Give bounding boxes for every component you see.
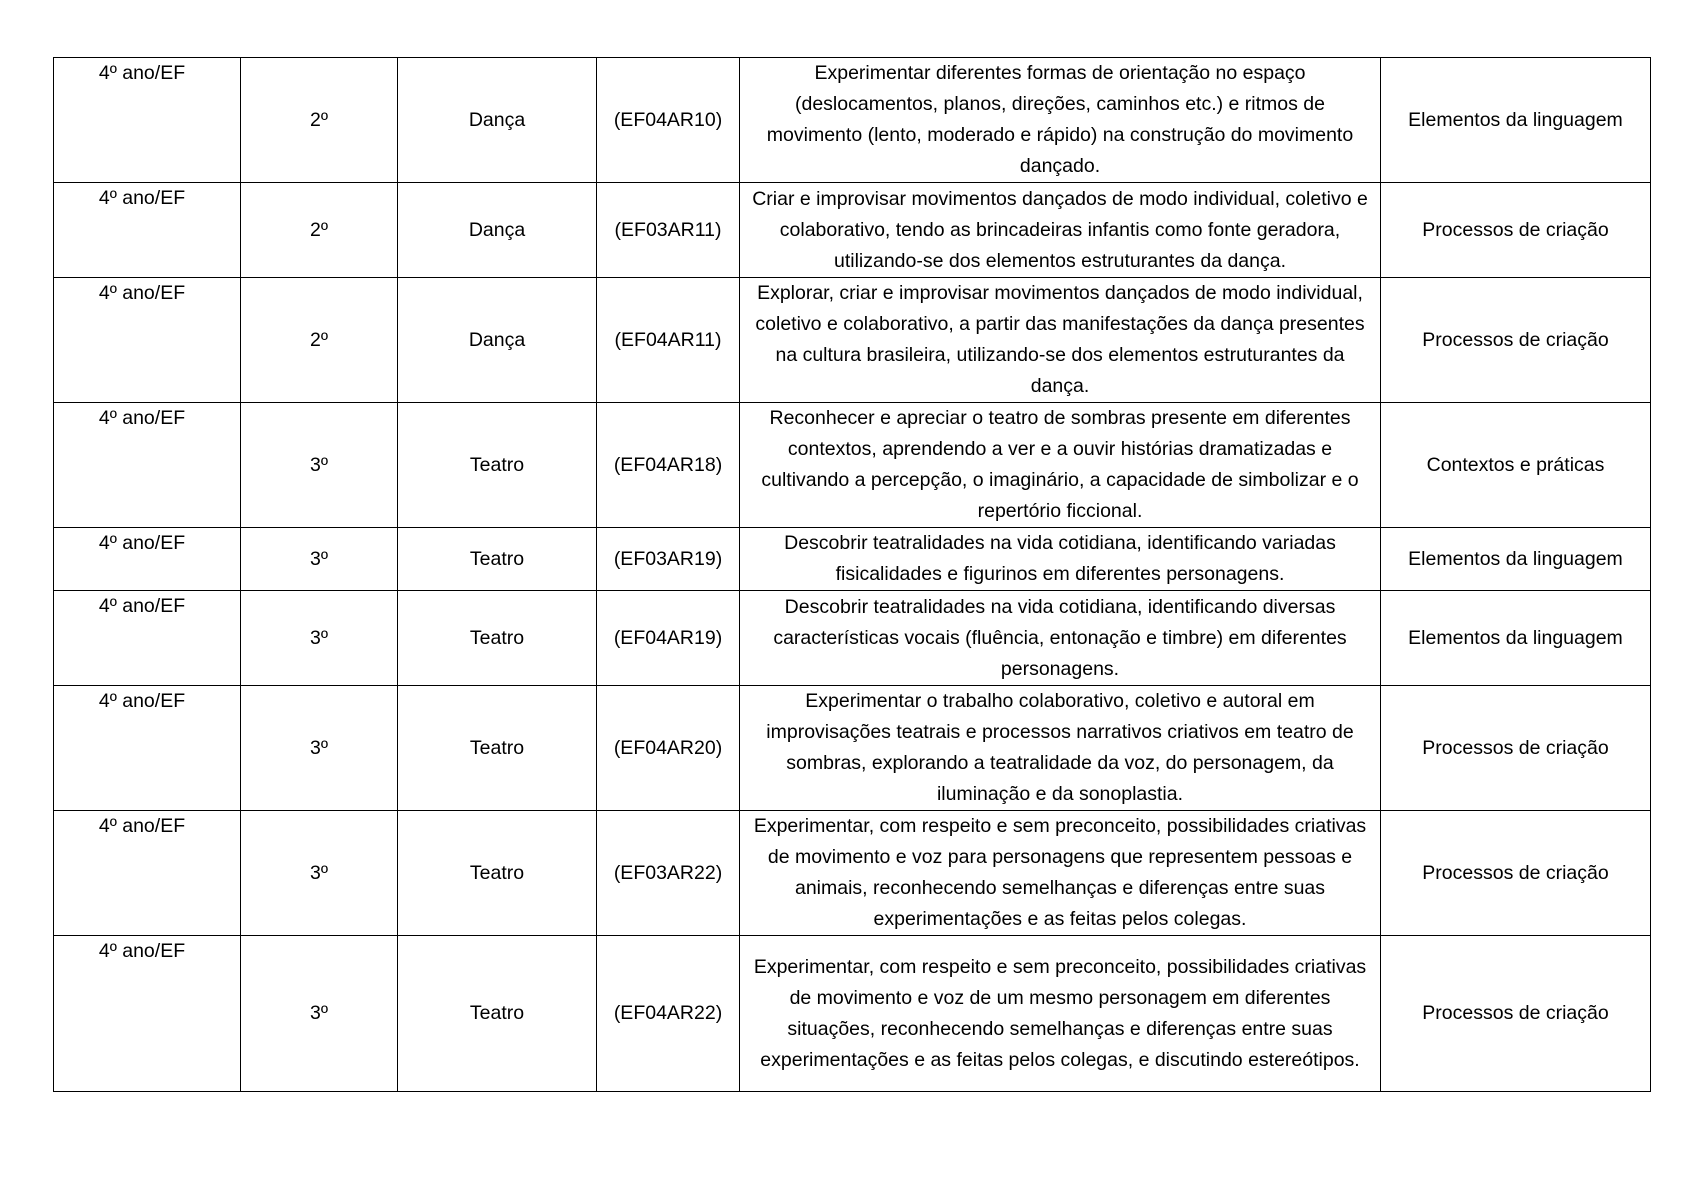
knowledge-cell: Processos de criação — [1381, 811, 1651, 936]
knowledge-cell: Elementos da linguagem — [1381, 528, 1651, 591]
grade-cell: 4º ano/EF — [54, 58, 241, 183]
table-row — [54, 686, 1651, 811]
knowledge-cell: Processos de criação — [1381, 686, 1651, 811]
table-row — [54, 528, 1651, 591]
description-cell: Experimentar, com respeito e sem preconceito, possibilidades criativas de movimento e voz de um mesmo personagem em diferentes situações, reconhecendo semelhanças e diferenças entre suas experimentações e as feitas pelos colegas, e discutindo estereótipos. — [740, 936, 1381, 1092]
code-cell: (EF03AR11) — [597, 183, 740, 278]
term-cell: 2º — [241, 58, 398, 183]
code-cell: (EF04AR10) — [597, 58, 740, 183]
grade-cell: 4º ano/EF — [54, 528, 241, 591]
subject-cell: Teatro — [398, 591, 597, 686]
code-cell: (EF04AR22) — [597, 936, 740, 1092]
subject-cell: Dança — [398, 58, 597, 183]
table-row — [54, 936, 1651, 1092]
code-cell: (EF04AR20) — [597, 686, 740, 811]
subject-cell: Teatro — [398, 811, 597, 936]
term-cell: 2º — [241, 183, 398, 278]
description-cell: Descobrir teatralidades na vida cotidiana, identificando variadas fisicalidades e figurinos em diferentes personagens. — [740, 528, 1381, 591]
subject-cell: Teatro — [398, 403, 597, 528]
term-cell: 3º — [241, 811, 398, 936]
knowledge-cell: Contextos e práticas — [1381, 403, 1651, 528]
description-cell: Experimentar diferentes formas de orientação no espaço (deslocamentos, planos, direções, caminhos etc.) e ritmos de movimento (lento, moderado e rápido) na construção do movimento dançado. — [740, 58, 1381, 183]
term-cell: 2º — [241, 278, 398, 403]
term-cell: 3º — [241, 403, 398, 528]
knowledge-cell: Processos de criação — [1381, 183, 1651, 278]
subject-cell: Teatro — [398, 528, 597, 591]
subject-cell: Dança — [398, 278, 597, 403]
code-cell: (EF03AR22) — [597, 811, 740, 936]
code-cell: (EF03AR19) — [597, 528, 740, 591]
knowledge-cell: Processos de criação — [1381, 936, 1651, 1092]
description-cell: Criar e improvisar movimentos dançados de modo individual, coletivo e colaborativo, tendo as brincadeiras infantis como fonte geradora, utilizando-se dos elementos estruturantes da dança. — [740, 183, 1381, 278]
subject-cell: Teatro — [398, 686, 597, 811]
grade-cell: 4º ano/EF — [54, 183, 241, 278]
knowledge-cell: Processos de criação — [1381, 278, 1651, 403]
grade-cell: 4º ano/EF — [54, 686, 241, 811]
term-cell: 3º — [241, 528, 398, 591]
document-page — [53, 57, 1650, 1092]
subject-cell: Teatro — [398, 936, 597, 1092]
table-row — [54, 58, 1651, 183]
description-cell: Descobrir teatralidades na vida cotidiana, identificando diversas características vocais (fluência, entonação e timbre) em diferentes personagens. — [740, 591, 1381, 686]
term-cell: 3º — [241, 686, 398, 811]
code-cell: (EF04AR18) — [597, 403, 740, 528]
knowledge-cell: Elementos da linguagem — [1381, 58, 1651, 183]
table-row — [54, 183, 1651, 278]
knowledge-cell: Elementos da linguagem — [1381, 591, 1651, 686]
description-cell: Reconhecer e apreciar o teatro de sombras presente em diferentes contextos, aprendendo a ver e a ouvir histórias dramatizadas e cultivando a percepção, o imaginário, a capacidade de simbolizar e o repertório ficcional. — [740, 403, 1381, 528]
grade-cell: 4º ano/EF — [54, 403, 241, 528]
description-cell: Experimentar, com respeito e sem preconceito, possibilidades criativas de movimento e voz para personagens que representem pessoas e animais, reconhecendo semelhanças e diferenças entre suas experimentações e as feitas pelos colegas. — [740, 811, 1381, 936]
grade-cell: 4º ano/EF — [54, 591, 241, 686]
code-cell: (EF04AR19) — [597, 591, 740, 686]
term-cell: 3º — [241, 591, 398, 686]
grade-cell: 4º ano/EF — [54, 278, 241, 403]
table-row — [54, 403, 1651, 528]
grade-cell: 4º ano/EF — [54, 811, 241, 936]
table-row — [54, 811, 1651, 936]
description-cell: Explorar, criar e improvisar movimentos dançados de modo individual, coletivo e colaborativo, a partir das manifestações da dança presentes na cultura brasileira, utilizando-se dos elementos estruturantes da dança. — [740, 278, 1381, 403]
grade-cell: 4º ano/EF — [54, 936, 241, 1092]
subject-cell: Dança — [398, 183, 597, 278]
description-cell: Experimentar o trabalho colaborativo, coletivo e autoral em improvisações teatrais e processos narrativos criativos em teatro de sombras, explorando a teatralidade da voz, do personagem, da iluminação e da sonoplastia. — [740, 686, 1381, 811]
code-cell: (EF04AR11) — [597, 278, 740, 403]
term-cell: 3º — [241, 936, 398, 1092]
table-row — [54, 278, 1651, 403]
curriculum-table — [53, 57, 1651, 1092]
table-row — [54, 591, 1651, 686]
